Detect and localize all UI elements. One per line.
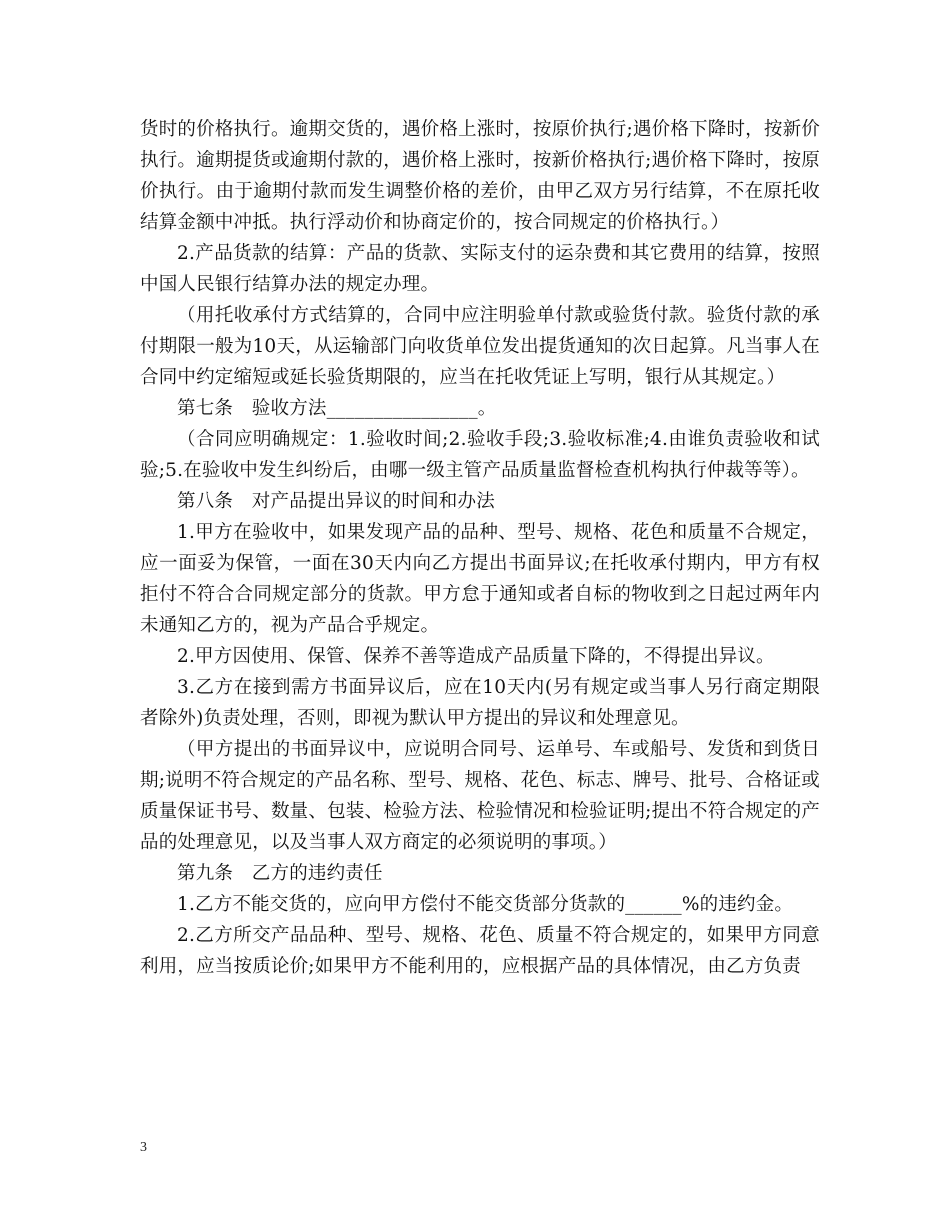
document-body (140, 114, 820, 982)
paragraph: 2.甲方因使用、保管、保养不善等造成产品质量下降的，不得提出异议。 (177, 646, 775, 667)
paragraph: 2.乙方所交产品品种、型号、规格、花色、质量不符合规定的，如果甲方同意利用，应当按质论价;如果甲方不能利用的，应根据产品的具体情况，由乙方负责 (140, 925, 820, 977)
page-number: 3 (140, 1140, 147, 1155)
paragraph: 2.产品货款的结算：产品的货款、实际支付的运杂费和其它费用的结算，按照中国人民银行结算办法的规定办理。 (140, 243, 820, 295)
paragraph: （甲方提出的书面异议中，应说明合同号、运单号、车或船号、发货和到货日期;说明不符合规定的产品名称、型号、规格、花色、标志、牌号、批号、合格证或质量保证书号、数量、包装、检验方法、检验情况和检验证明;提出不符合规定的产品的处理意见，以及当事人双方商定的必须说明的事项。） (140, 739, 820, 853)
paragraph: （合同应明确规定：1.验收时间;2.验收手段;3.验收标准;4.由谁负责验收和试验;5.在验收中发生纠纷后，由哪一级主管产品质量监督检查机构执行仲裁等等）。 (140, 429, 820, 481)
article-heading: 第七条 验收方法________________。 (177, 398, 497, 419)
paragraph: 1.甲方在验收中，如果发现产品的品种、型号、规格、花色和质量不合规定，应一面妥为保管，一面在30天内向乙方提出书面异议;在托收承付期内，甲方有权拒付不符合合同规定部分的货款。甲方怠于通知或者自标的物收到之日起过两年内未通知乙方的，视为产品合乎规定。 (140, 522, 820, 636)
paragraph: 1.乙方不能交货的，应向甲方偿付不能交货部分货款的______%的违约金。 (177, 894, 794, 915)
paragraph: 货时的价格执行。逾期交货的，遇价格上涨时，按原价执行;遇价格下降时，按新价执行。逾期提货或逾期付款的，遇价格上涨时，按新价格执行;遇价格下降时，按原价执行。由于逾期付款而发生调整价格的差价，由甲乙双方另行结算，不在原托收结算金额中冲抵。执行浮动价和协商定价的，按合同规定的价格执行。） (140, 119, 820, 233)
paragraph: 3.乙方在接到需方书面异议后，应在10天内(另有规定或当事人另行商定期限者除外)负责处理，否则，即视为默认甲方提出的异议和处理意见。 (140, 677, 820, 729)
article-heading: 第八条 对产品提出异议的时间和办法 (177, 491, 495, 512)
paragraph: （用托收承付方式结算的，合同中应注明验单付款或验货付款。验货付款的承付期限一般为10天，从运输部门向收货单位发出提货通知的次日起算。凡当事人在合同中约定缩短或延长验货期限的，应当在托收凭证上写明，银行从其规定。） (140, 305, 820, 388)
article-heading: 第九条 乙方的违约责任 (177, 863, 383, 884)
